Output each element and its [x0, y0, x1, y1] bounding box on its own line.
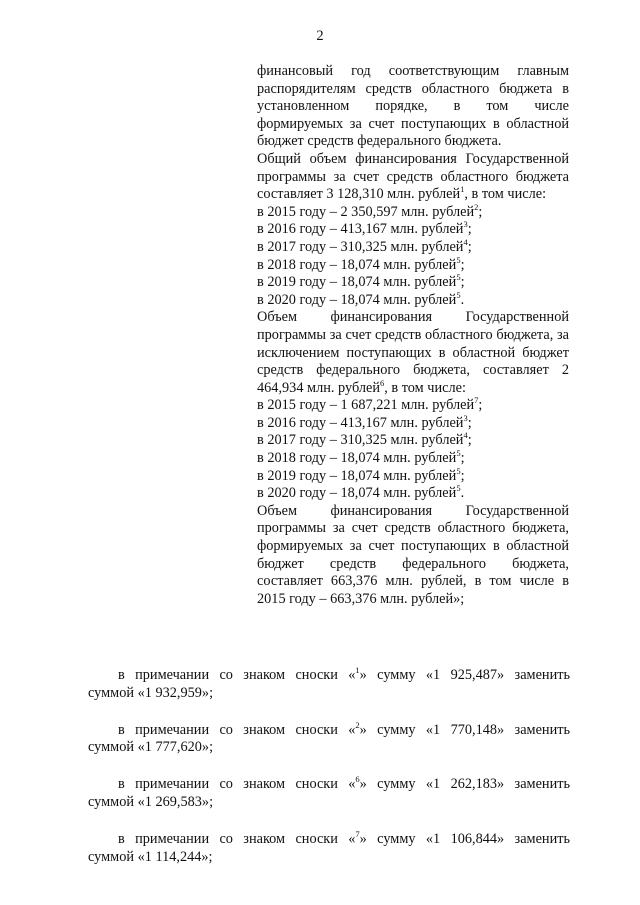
year-end: ; [460, 450, 465, 467]
year-amount: в 2016 году – 413,167 млн. рублей [257, 414, 464, 431]
year-amount: в 2018 году – 18,074 млн. рублей [257, 256, 457, 273]
year-amount: в 2020 году – 18,074 млн. рублей [257, 291, 457, 308]
amendment-line-2: суммой «1 777,620»; [88, 739, 214, 756]
year-end: ; [467, 432, 472, 449]
year-line [257, 201, 569, 222]
footnote-mark: 7 [355, 829, 360, 840]
text-column [257, 63, 569, 608]
year-amount: в 2015 году – 2 350,597 млн. рублей [257, 203, 475, 220]
year-line [257, 397, 569, 415]
paragraph-total-funding [257, 151, 569, 204]
amendment-item [88, 776, 570, 812]
footnote-mark: 2 [355, 719, 360, 730]
year-line [257, 289, 569, 310]
year-line [257, 450, 569, 468]
amendment-line-1 [88, 776, 570, 794]
regional-funding-years [257, 397, 569, 503]
year-end: ; [478, 203, 483, 220]
amendment-text: » сумму «1 770,148» заменить [359, 721, 570, 738]
year-line [257, 485, 569, 503]
amendment-text: » сумму «1 262,183» заменить [359, 776, 570, 793]
year-end: ; [467, 414, 472, 431]
footnote-mark: 7 [474, 395, 479, 406]
footnote-mark: 4 [463, 237, 468, 248]
amendment-item [88, 719, 570, 758]
year-end: ; [467, 221, 472, 238]
footnote-mark: 4 [463, 430, 468, 441]
year-end: ; [460, 256, 465, 273]
year-end: ; [467, 238, 472, 255]
footnote-mark: 5 [456, 272, 461, 283]
footnote-mark: 5 [456, 483, 461, 494]
year-line [257, 274, 569, 292]
amendment-text: в примечании со знаком сноски « [118, 776, 356, 793]
year-end: ; [460, 467, 465, 484]
year-amount: в 2016 году – 413,167 млн. рублей [257, 221, 464, 238]
amendment-text: » сумму «1 925,487» заменить [359, 667, 570, 683]
amendment-line-2: суммой «1 932,959»; [88, 684, 214, 701]
paragraph-1: финансовый год соответствующим главным распорядителям средств областного бюджета в установленном порядке, в том числе формируемых за счет поступающих в областной бюджет средств федерального бюджета. [257, 63, 569, 150]
total-funding-years [257, 201, 569, 310]
year-end: . [460, 485, 465, 502]
footnote-mark: 5 [456, 465, 461, 476]
amendment-text: в примечании со знаком сноски « [118, 667, 356, 683]
amendment-item [88, 667, 570, 703]
footnote-amendments [88, 667, 570, 885]
footnote-mark: 2 [474, 201, 479, 212]
footnote-mark: 3 [463, 219, 468, 230]
footnote-mark: 6 [355, 774, 360, 785]
year-amount: в 2019 году – 18,074 млн. рублей [257, 274, 457, 291]
footnote-mark: 6 [380, 377, 385, 388]
amendment-text: » сумму «1 106,844» заменить [359, 830, 570, 847]
regional-funding-text: Объем финансирования Государственной программы за счет средств областного бюджета, за исключением поступающих в областной бюджет средств федерального бюджета, составляет 2 464,934 млн. рублей [257, 309, 569, 396]
year-line [257, 239, 569, 257]
amendment-line-2: суммой «1 114,244»; [88, 848, 213, 865]
footnote-mark: 5 [456, 254, 461, 265]
year-amount: в 2018 году – 18,074 млн. рублей [257, 450, 457, 467]
amendment-item [88, 831, 570, 867]
total-funding-tail: , в том числе: [464, 186, 547, 203]
regional-funding-tail: , в том числе: [384, 379, 466, 396]
amendment-line-1 [88, 719, 570, 740]
footnote-mark: 3 [463, 413, 468, 424]
page-number: 2 [316, 28, 324, 44]
amendment-text: в примечании со знаком сноски « [118, 830, 356, 847]
year-amount: в 2019 году – 18,074 млн. рублей [257, 467, 457, 484]
total-funding-text: Общий объем финансирования Государственной программы за счет средств областного бюджета составляет 3 128,310 млн. рублей [257, 150, 569, 203]
amendment-line-1 [88, 667, 570, 685]
footnote-mark: 1 [355, 665, 360, 676]
footnote-mark: 5 [456, 289, 461, 300]
year-line [257, 254, 569, 275]
paragraph-regional-funding [257, 309, 569, 397]
amendment-text: в примечании со знаком сноски « [118, 721, 356, 738]
year-amount: в 2017 году – 310,325 млн. рублей [257, 238, 464, 255]
year-end: ; [460, 274, 465, 291]
amendment-line-2: суммой «1 269,583»; [88, 793, 214, 810]
footnote-mark: 1 [460, 184, 465, 195]
year-line [257, 415, 569, 433]
year-amount: в 2017 году – 310,325 млн. рублей [257, 432, 464, 449]
footnote-mark: 5 [456, 448, 461, 459]
amendment-line-1 [88, 831, 570, 849]
year-end: . [460, 291, 465, 308]
year-line [257, 432, 569, 450]
year-line [257, 465, 569, 486]
paragraph-federal-funding: Объем финансирования Государственной программы за счет средств областного бюджета, формируемых за счет поступающих в областной бюджет средств федерального бюджета, составляет 663,376 млн. рублей, в том числе в 2015 году – 663,376 млн. рублей»; [257, 502, 569, 607]
year-amount: в 2020 году – 18,074 млн. рублей [257, 485, 457, 502]
year-amount: в 2015 году – 1 687,221 млн. рублей [257, 397, 475, 414]
year-line [257, 221, 569, 239]
year-end: ; [478, 397, 483, 414]
